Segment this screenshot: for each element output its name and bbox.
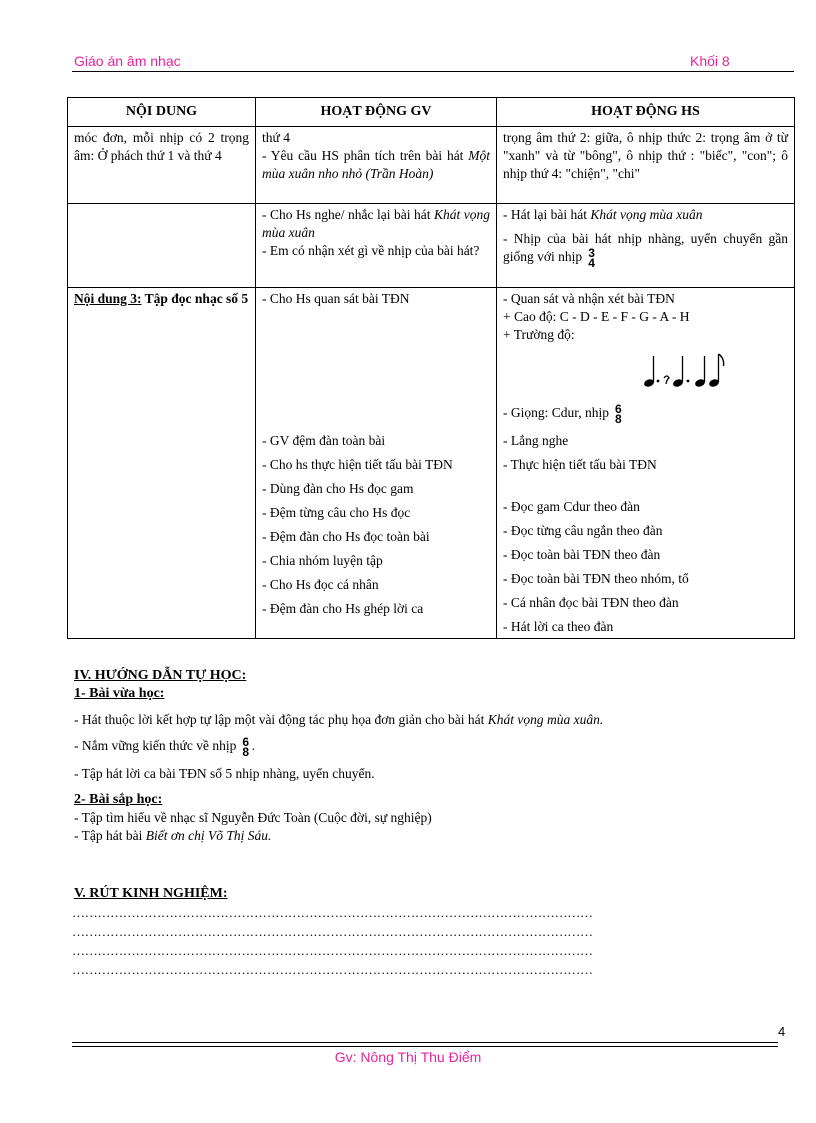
gv-item: - GV đệm đàn toàn bài (262, 433, 386, 448)
rhythm-notes (503, 344, 788, 400)
gv-item: - Đệm từng câu cho Hs đọc (262, 505, 411, 520)
row2-student-b: - Nhịp của bài hát nhịp nhàng, uyển chuyển gần giống với nhịp (503, 231, 788, 265)
section4-p3: - Tập hát lời ca bài TĐN số 5 nhịp nhàng, uyển chuyển. (74, 766, 375, 781)
footer-divider (72, 1046, 778, 1047)
table-row (68, 127, 795, 204)
table-row (68, 204, 795, 288)
lesson-table (67, 97, 795, 639)
row2-student-song: Khát vọng mùa xuân (590, 207, 703, 222)
row1-student (497, 127, 795, 204)
hs-item: - Lắng nghe (503, 433, 569, 448)
row1-teacher (256, 127, 497, 204)
row2-teacher (256, 204, 497, 288)
section4-p1-song: Khát vọng mùa xuân. (487, 712, 604, 727)
row3-student (497, 288, 795, 639)
hs-item: - Đọc toàn bài TĐN theo đàn (503, 547, 661, 562)
footer-author: Gv: Nông Thị Thu Điểm (334, 1049, 482, 1065)
section4-p5-song: Biết ơn chị Võ Thị Sáu. (145, 828, 272, 843)
hs-item: - Đọc gam Cdur theo đàn (503, 499, 640, 514)
row2-student-a: - Hát lại bài hát (503, 207, 591, 222)
section4-p4: - Tập tìm hiểu về nhạc sĩ Nguyễn Đức Toàn (Cuộc đời, sự nghiệp) (74, 810, 432, 825)
gv-item: - Cho Hs quan sát bài TĐN (262, 291, 410, 306)
section4-sub2: 2- Bài sắp học: (74, 792, 163, 807)
row3-content-title: Nội dung 3: (74, 291, 142, 306)
time-signature-3-4: 3 4 (588, 246, 595, 270)
hs-item: - Cá nhân đọc bài TĐN theo đàn (503, 595, 679, 610)
section4-title: IV. HƯỚNG DẪN TỰ HỌC: (74, 668, 247, 683)
col-header-teacher: HOẠT ĐỘNG GV (256, 98, 497, 127)
hs-key: - Giọng: Cdur, nhịp (503, 405, 609, 421)
gv-item: - Cho hs thực hiện tiết tấu bài TĐN (262, 457, 453, 472)
row2-student (497, 204, 795, 288)
dotted-line: …………………………………………………………………………………………………………… (72, 943, 593, 958)
row3-content-name: Tập đọc nhạc số 5 (141, 291, 249, 306)
hs-intro: + Trường độ: (503, 327, 575, 342)
dotted-line: …………………………………………………………………………………………………………… (72, 962, 593, 977)
row3-teacher (256, 288, 497, 639)
hs-intro: - Quan sát và nhận xét bài TĐN (503, 291, 675, 306)
music-note-icon (642, 350, 728, 390)
section4-p1: - Hát thuộc lời kết hợp tự lập một vài động tác phụ họa đơn giản cho bài hát (74, 712, 488, 727)
gv-item: - Đệm đàn cho Hs ghép lời ca (262, 601, 424, 616)
hs-intro: + Cao độ: C - D - E - F - G - A - H (503, 309, 690, 324)
hs-item: - Đọc toàn bài TĐN theo nhóm, tổ (503, 571, 689, 586)
footer-divider (72, 1042, 778, 1043)
dotted-line: …………………………………………………………………………………………………………… (72, 924, 593, 939)
row1-teacher-song: Một mùa xuân nho nhỏ (Trần Hoàn) (262, 148, 490, 181)
col-header-student: HOẠT ĐỘNG HS (497, 98, 795, 127)
dotted-line: …………………………………………………………………………………………………………… (72, 905, 593, 920)
row2-teacher-b: - Em có nhận xét gì về nhịp của bài hát? (262, 243, 480, 258)
hs-item: - Đọc từng câu ngắn theo đàn (503, 523, 663, 538)
row3-content (68, 288, 256, 639)
table-header-row (68, 98, 795, 127)
row1-student-text: trọng âm thứ 2: giữa, ô nhịp thức 2: trọng âm ở từ "xanh" và từ "bông", ô nhịp thứ : "biếc", "con"; ô nhịp thứ 4: "chiện", "chi" (503, 130, 788, 181)
time-signature-6-8: 6 8 (615, 402, 622, 426)
row1-teacher-b: - Yêu cầu HS phân tích trên bài hát (262, 148, 469, 163)
section-self-study (74, 667, 794, 845)
hs-item: - Hát lời ca theo đàn (503, 619, 614, 634)
gv-item: - Đệm đàn cho Hs đọc toàn bài (262, 529, 430, 544)
row2-teacher-a: - Cho Hs nghe/ nhắc lại bài hát (262, 207, 434, 222)
page-number: 4 (778, 1024, 786, 1039)
col-header-content: NỘI DUNG (68, 98, 256, 127)
gv-item: - Cho Hs đọc cá nhân (262, 577, 379, 592)
page-header (72, 52, 794, 72)
section5-title: V. RÚT KINH NGHIỆM: (74, 886, 228, 901)
gv-item: - Chia nhóm luyện tập (262, 553, 383, 568)
row2-teacher-song: Khát vọng mùa xuân (262, 207, 491, 240)
row1-content-text: móc đơn, mỗi nhịp có 2 trọng âm: Ở phách thứ 1 và thứ 4 (74, 130, 249, 163)
row1-teacher-a: thứ 4 (262, 130, 290, 145)
header-grade: Khối 8 (690, 53, 730, 69)
section4-sub1: 1- Bài vừa học: (74, 686, 165, 701)
section4-p5: - Tập hát bài (74, 828, 146, 843)
row1-content (68, 127, 256, 204)
row2-content (68, 204, 256, 288)
hs-item: - Thực hiện tiết tấu bài TĐN (503, 457, 657, 472)
gv-item: - Dùng đàn cho Hs đọc gam (262, 481, 414, 496)
header-subject: Giáo án âm nhạc (74, 53, 181, 69)
time-signature-6-8: 6 8 (242, 735, 250, 759)
section-experience (74, 885, 794, 903)
table-row (68, 288, 795, 639)
section4-p2: - Nắm vững kiến thức về nhịp (74, 738, 237, 754)
section4-p2-end: . (251, 738, 256, 754)
